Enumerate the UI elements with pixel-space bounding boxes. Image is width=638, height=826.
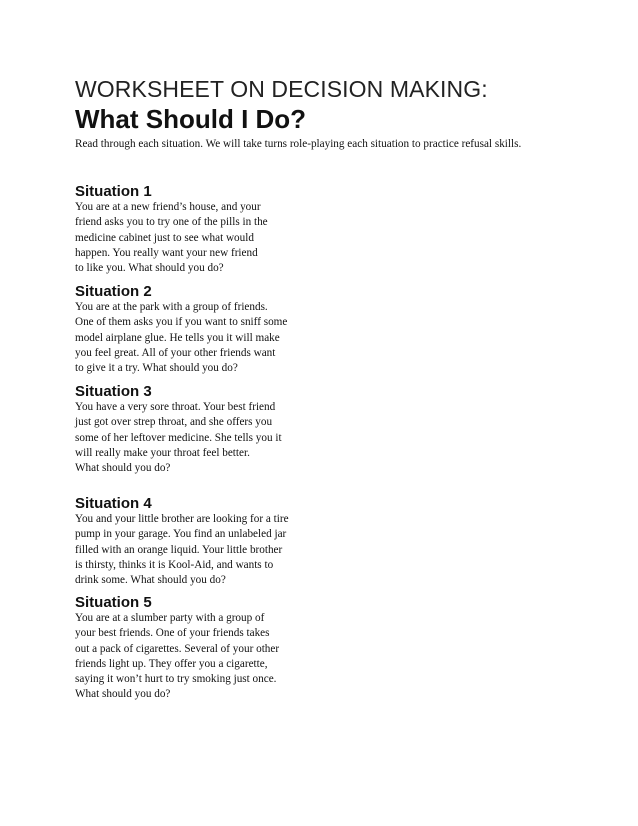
situation-text-line: pump in your garage. You find an unlabeled jar <box>75 528 287 541</box>
situation-text-line: You are at a new friend’s house, and your <box>75 201 261 213</box>
situation-text-line: saying it won’t hurt to try smoking just once. <box>75 673 277 686</box>
situation-heading: Situation 5 <box>75 594 152 611</box>
situation-heading: Situation 3 <box>75 383 152 400</box>
situation-text-line: You have a very sore throat. Your best friend <box>75 401 276 413</box>
situation-text-line: out a pack of cigarettes. Several of your other <box>75 642 280 655</box>
situation-text-line: is thirsty, thinks it is Kool-Aid, and wants to <box>75 558 274 571</box>
situation-text-line: just got over strep throat, and she offers you <box>75 416 273 429</box>
situation-text-line: What should you do? <box>75 462 171 475</box>
situation-heading: Situation 4 <box>75 495 152 512</box>
worksheet-header <box>75 76 595 151</box>
situation-text-line: drink some. What should you do? <box>75 574 226 587</box>
situation-4 <box>75 496 315 588</box>
situation-text-line: friends light up. They offer you a cigarette, <box>75 657 268 670</box>
situation-text-line: you feel great. All of your other friends want <box>75 346 276 359</box>
situation-text-line: You are at the park with a group of friends. <box>75 301 268 313</box>
situation-text-line: to give it a try. What should you do? <box>75 362 238 375</box>
situation-heading: Situation 1 <box>75 183 152 200</box>
situation-text-line: model airplane glue. He tells you it will make <box>75 331 280 344</box>
situation-text-line: You are at a slumber party with a group of <box>75 612 265 624</box>
situation-text-line: some of her leftover medicine. She tells you it <box>75 431 282 444</box>
worksheet-kicker: WORKSHEET ON DECISION MAKING: <box>75 76 488 102</box>
situation-heading: Situation 2 <box>75 283 152 300</box>
situation-text-line: friend asks you to try one of the pills in the <box>75 216 268 229</box>
situation-text-line: What should you do? <box>75 688 171 701</box>
situation-text-line: to like you. What should you do? <box>75 262 224 275</box>
situation-text-line: will really make your throat feel better. <box>75 446 250 459</box>
situation-2 <box>75 284 315 376</box>
page-title: What Should I Do? <box>75 104 307 134</box>
situation-text-line: your best friends. One of your friends takes <box>75 627 270 640</box>
situation-text-line: medicine cabinet just to see what would <box>75 231 254 244</box>
situation-text-line: filled with an orange liquid. Your little brother <box>75 543 283 556</box>
situation-5 <box>75 595 315 703</box>
situation-1 <box>75 184 315 276</box>
situation-3 <box>75 384 315 476</box>
instructions-text: Read through each situation. We will take turns role-playing each situation to practice refusal skills. <box>75 138 522 150</box>
situation-text-line: One of them asks you if you want to sniff some <box>75 316 288 329</box>
situation-text-line: happen. You really want your new friend <box>75 246 258 259</box>
situation-text-line: You and your little brother are looking for a tire <box>75 513 289 525</box>
